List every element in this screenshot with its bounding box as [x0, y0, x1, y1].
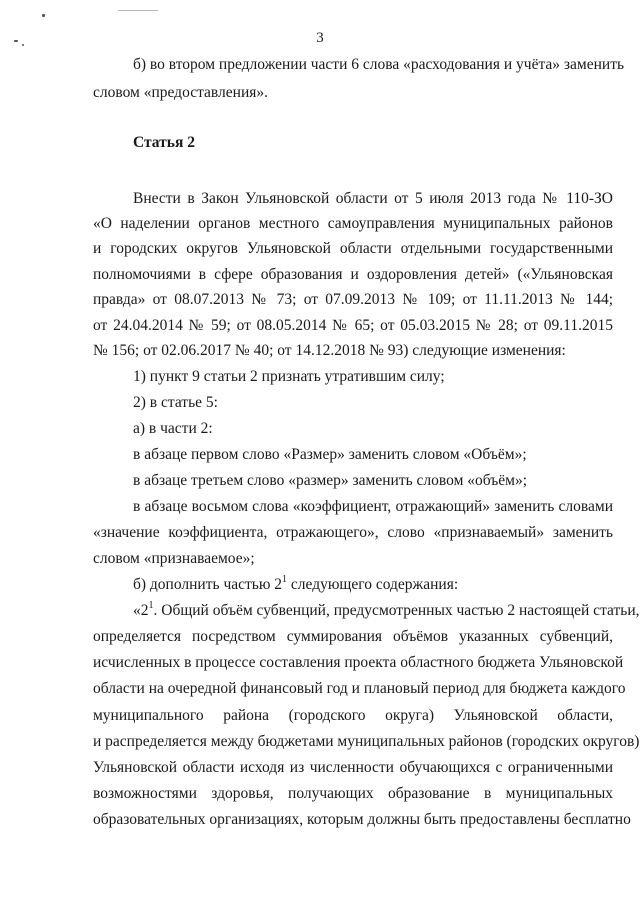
quote-line: определяется посредством суммирования объёмов указанных субвенций, [93, 628, 613, 645]
paragraph-line: «О наделении органов местного самоуправления муниципальных районов [93, 215, 613, 232]
quote-first-line [133, 599, 640, 620]
superscript: 1 [282, 573, 288, 585]
quote-line: исчисленных в процессе составления проекта областного бюджета Ульяновской [93, 654, 624, 671]
article-heading: Статья 2 [133, 134, 195, 151]
paragraph-line: б) во втором предложении части 6 слова «расходования и учёта» заменить [133, 56, 625, 73]
list-item: а) в части 2: [133, 420, 213, 437]
list-item: 1) пункт 9 статьи 2 признать утратившим силу; [133, 368, 445, 385]
quote-line: Ульяновской области исходя из численности обучающихся с ограниченными [93, 759, 613, 776]
list-item-b [133, 573, 459, 594]
quote-line: образовательных организациях, которым должны быть предоставлены бесплатно [93, 811, 631, 828]
list-item: словом «признаваемое»; [93, 550, 255, 567]
superscript: 1 [148, 599, 154, 611]
list-item-b-text: б) дополнить частью 2 [133, 576, 283, 593]
scan-speck [42, 14, 45, 17]
quote-open: «2 [133, 602, 149, 619]
quote-line: и распределяется между бюджетами муниципальных районов (городских округов) [93, 733, 640, 750]
list-item: «значение коэффициента, отражающего», слово «признаваемый» заменить [93, 524, 613, 541]
paragraph-line: правда» от 08.07.2013 № 73; от 07.09.2013 № 109; от 11.11.2013 № 144; [93, 291, 613, 308]
quote-line: возможностями здоровья, получающих образование в муниципальных [93, 785, 613, 802]
paragraph-line: № 156; от 02.06.2017 № 40; от 14.12.2018 № 93) следующие изменения: [93, 342, 566, 359]
paragraph-line: полномочиями в сфере образования и оздоровления детей» («Ульяновская [93, 266, 613, 283]
quote-line: муниципального района (городского округа) Ульяновской области, [93, 707, 613, 724]
quote-line: области на очередной финансовый год и плановый период для бюджета каждого [93, 680, 626, 697]
list-item-b-text-rest: следующего содержания: [287, 576, 459, 593]
list-item: в абзаце восьмом слова «коэффициент, отражающий» заменить словами [133, 498, 613, 515]
paragraph-line: от 24.04.2014 № 59; от 08.05.2014 № 65; от 05.03.2015 № 28; от 09.11.2015 [93, 317, 613, 334]
list-item: в абзаце третьем слово «размер» заменить словом «объём»; [133, 472, 528, 489]
quote-rest: . Общий объём субвенций, предусмотренных частью 2 настоящей статьи, [153, 602, 640, 619]
page-number: 3 [316, 30, 324, 46]
paragraph-line: и городских округов Ульяновской области отдельными государственными [93, 240, 613, 257]
paragraph-line: Внести в Закон Ульяновской области от 5 июля 2013 года № 110-ЗО [133, 190, 613, 207]
paragraph-line: словом «предоставления». [93, 84, 269, 101]
list-item: 2) в статье 5: [133, 394, 218, 411]
list-item: в абзаце первом слово «Размер» заменить словом «Объём»; [133, 446, 527, 463]
scan-speck [118, 10, 158, 11]
